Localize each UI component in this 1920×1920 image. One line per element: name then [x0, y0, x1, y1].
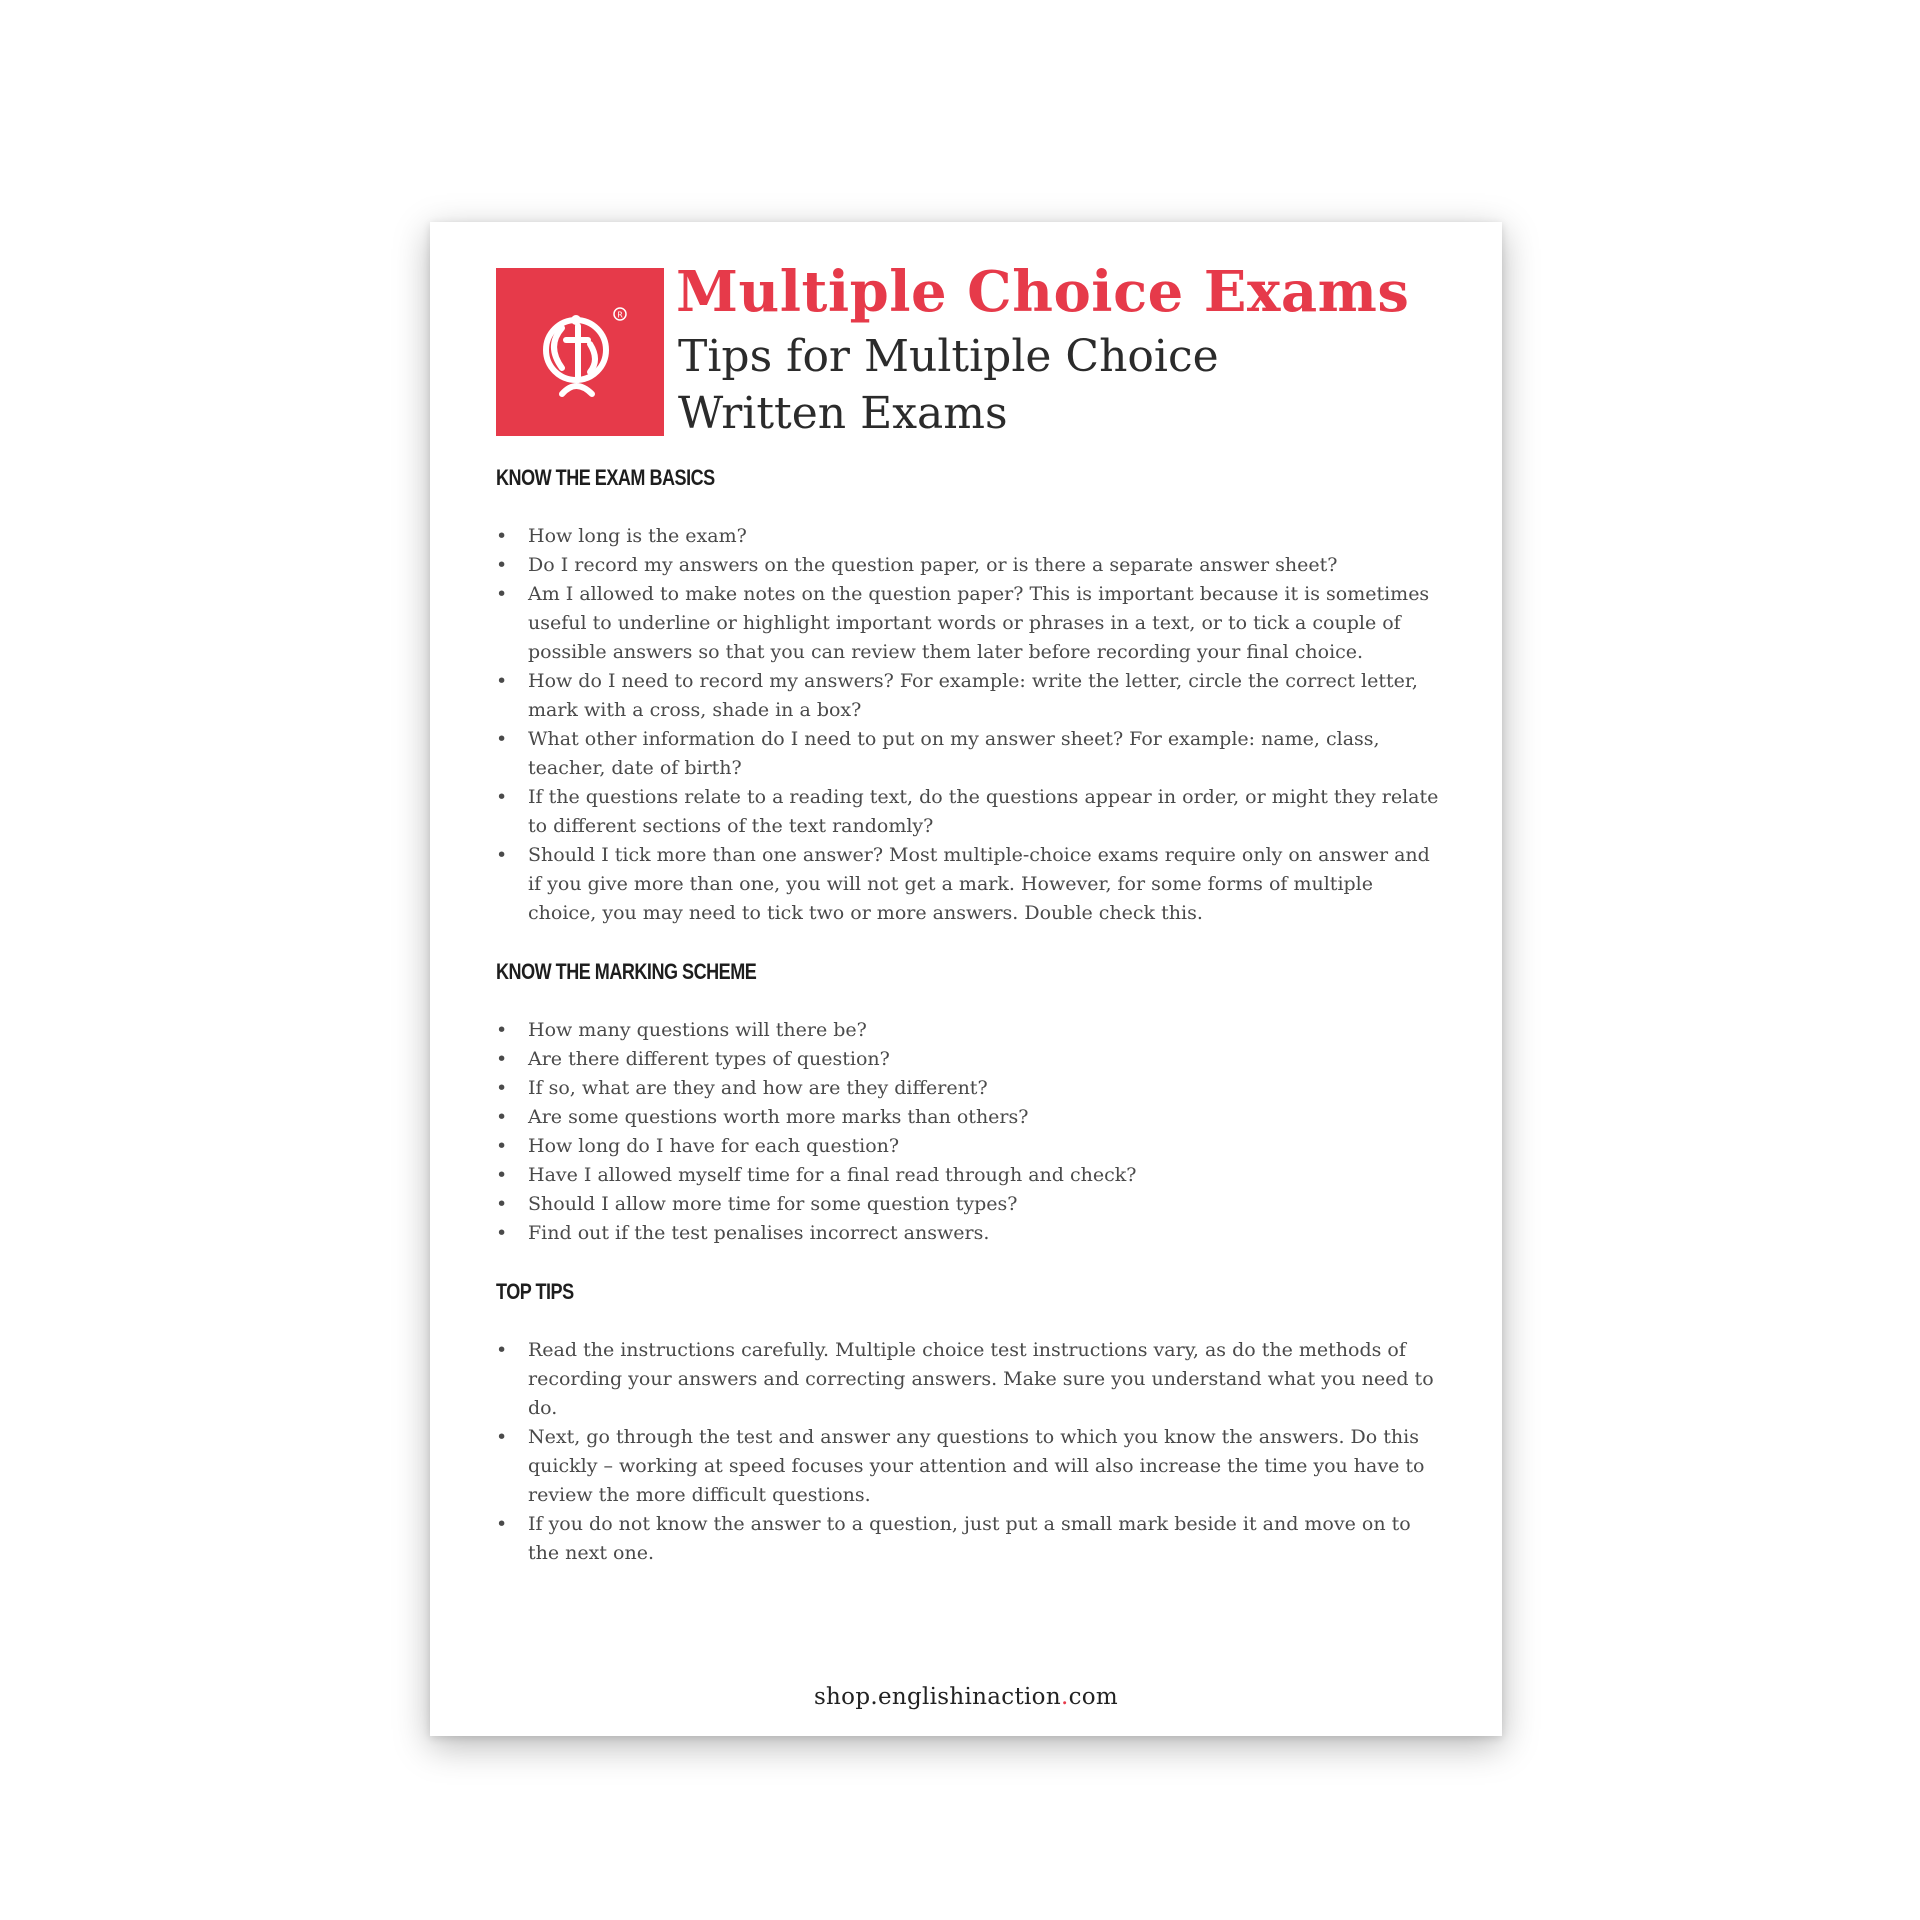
list-item-text: Should I allow more time for some question types?	[528, 1193, 1018, 1215]
top-tips-list	[496, 1336, 1446, 1568]
bullet-icon: •	[496, 525, 508, 547]
list-item-text: Should I tick more than one answer? Most multiple-choice exams require only on answer and if you give more than one, you will not get a mark. However, for some forms of multiple choice, you may need to tick two or more answers. Double check this.	[528, 844, 1430, 924]
bullet-icon: •	[496, 1019, 508, 1041]
list-item	[496, 667, 1446, 725]
footer-url-tld: com	[1068, 1684, 1119, 1710]
list-item-text: If the questions relate to a reading text, do the questions appear in order, or might they relate to different sections of the text randomly?	[528, 786, 1439, 837]
bullet-icon: •	[496, 1135, 508, 1157]
list-item	[496, 725, 1446, 783]
bullet-icon: •	[496, 583, 508, 605]
bullet-icon: •	[496, 1106, 508, 1128]
bullet-icon: •	[496, 1426, 508, 1448]
list-item	[496, 1190, 1446, 1219]
bullet-icon: •	[496, 1048, 508, 1070]
list-item-text: Find out if the test penalises incorrect answers.	[528, 1222, 990, 1244]
list-item	[496, 551, 1446, 580]
bullet-icon: •	[496, 670, 508, 692]
list-item-text: How do I need to record my answers? For example: write the letter, circle the correct letter, mark with a cross, shade in a box?	[528, 670, 1418, 721]
list-item-text: How many questions will there be?	[528, 1019, 867, 1041]
list-item-text: Do I record my answers on the question paper, or is there a separate answer sheet?	[528, 554, 1338, 576]
bullet-icon: •	[496, 554, 508, 576]
footer-url[interactable]	[430, 1682, 1502, 1712]
list-item	[496, 1219, 1446, 1248]
list-item	[496, 522, 1446, 551]
list-item	[496, 580, 1446, 667]
content	[496, 464, 1446, 1598]
list-item-text: If so, what are they and how are they different?	[528, 1077, 988, 1099]
list-item	[496, 841, 1446, 928]
list-item	[496, 1103, 1446, 1132]
list-item	[496, 1016, 1446, 1045]
marking-scheme-list	[496, 1016, 1446, 1248]
list-item-text: Are some questions worth more marks than others?	[528, 1106, 1029, 1128]
list-item	[496, 1336, 1446, 1423]
page-title: Multiple Choice Exams	[676, 259, 1410, 325]
section-heading-marking-scheme: KNOW THE MARKING SCHEME	[496, 959, 757, 984]
list-item-text: Next, go through the test and answer any questions to which you know the answers. Do this quickly – working at speed focuses your attention and will also increase the time you have to review the more difficult questions.	[528, 1426, 1425, 1506]
list-item-text: How long do I have for each question?	[528, 1135, 900, 1157]
bullet-icon: •	[496, 1339, 508, 1361]
list-item	[496, 1132, 1446, 1161]
section-heading-exam-basics: KNOW THE EXAM BASICS	[496, 465, 715, 490]
footer-url-dot: .	[1060, 1684, 1069, 1710]
section-heading-top-tips: TOP TIPS	[496, 1279, 574, 1304]
eia-logo-icon	[496, 268, 664, 436]
document-sheet	[430, 222, 1502, 1736]
bullet-icon: •	[496, 728, 508, 750]
bullet-icon: •	[496, 1193, 508, 1215]
list-item-text: Read the instructions carefully. Multiple choice test instructions vary, as do the methods of recording your answers and correcting answers. Make sure you understand what you need to do.	[528, 1339, 1434, 1419]
list-item-text: What other information do I need to put on my answer sheet? For example: name, class, teacher, date of birth?	[528, 728, 1380, 779]
list-item-text: How long is the exam?	[528, 525, 747, 547]
bullet-icon: •	[496, 1222, 508, 1244]
list-item-text: If you do not know the answer to a question, just put a small mark beside it and move on to the next one.	[528, 1513, 1411, 1564]
list-item-text: Are there different types of question?	[528, 1048, 890, 1070]
bullet-icon: •	[496, 1077, 508, 1099]
list-item	[496, 1510, 1446, 1568]
list-item	[496, 1161, 1446, 1190]
bullet-icon: •	[496, 844, 508, 866]
list-item	[496, 1074, 1446, 1103]
list-item	[496, 783, 1446, 841]
list-item-text: Have I allowed myself time for a final read through and check?	[528, 1164, 1137, 1186]
page-subtitle: Tips for Multiple Choice Written Exams	[678, 331, 1219, 439]
bullet-icon: •	[496, 786, 508, 808]
logo	[496, 268, 664, 436]
footer-url-domain: shop.englishinaction	[813, 1684, 1061, 1710]
list-item	[496, 1045, 1446, 1074]
list-item-text: Am I allowed to make notes on the question paper? This is important because it is sometimes useful to underline or highlight important words or phrases in a text, or to tick a couple of possible answers so that you can review them later before recording your final choice.	[528, 583, 1430, 663]
bullet-icon: •	[496, 1513, 508, 1535]
svg-text:R: R	[617, 310, 623, 320]
bullet-icon: •	[496, 1164, 508, 1186]
list-item	[496, 1423, 1446, 1510]
exam-basics-list	[496, 522, 1446, 928]
